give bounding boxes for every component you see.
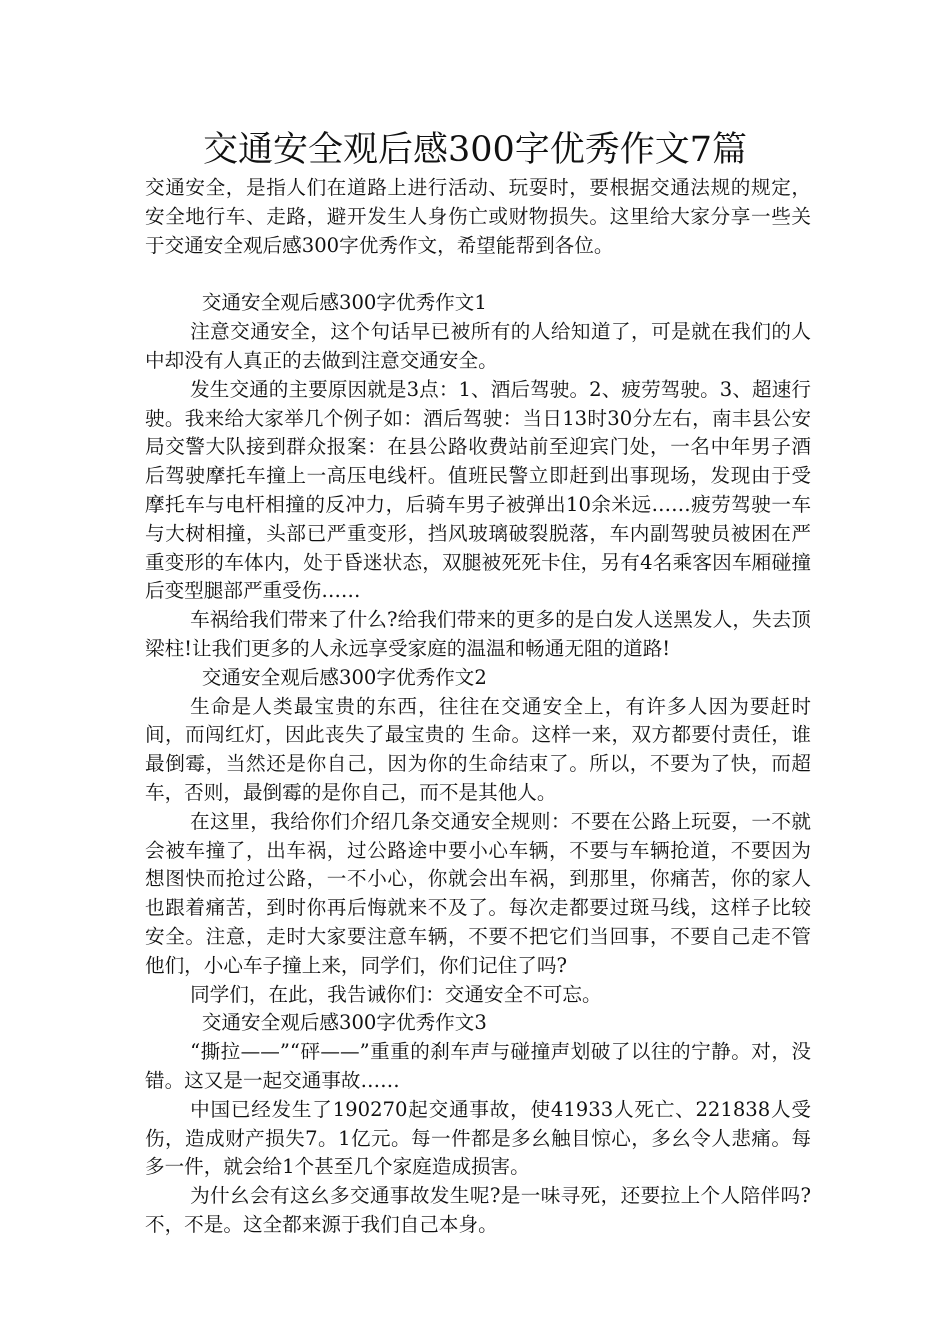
intro-paragraph: 交通安全，是指人们在道路上进行活动、玩耍时，要根据交通法规的规定，安全地行车、走路，避开发生人身伤亡或财物损失。这里给大家分享一些关于交通安全观后感300字优秀作文，希望能帮到各位。 [145, 176, 811, 257]
essay-1-heading: 交通安全观后感300字优秀作文1 [201, 291, 487, 315]
essay-1-paragraph-2: 发生交通的主要原因就是3点：1、酒后驾驶。2、疲劳驾驶。3、超速行驶。我来给大家举几个例子如：酒后驾驶：当日13时30分左右，南丰县公安局交警大队接到群众报案：在县公路收费站前至迎宾门处，一名中年男子酒后驾驶摩托车撞上一高压电线杆。值班民警立即赶到出事现场，发现由于受摩托车与电杆相撞的反冲力，后骑车男子被弹出10余米远……疲劳驾驶一车与大树相撞，头部已严重变形，挡风玻璃破裂脱落，车内副驾驶员被困在严重变形的车体内，处于昏迷状态，双腿被死死卡住，另有4名乘客因车厢碰撞后变型腿部严重受伤…… [145, 377, 811, 603]
paragraph-gap [145, 260, 811, 289]
essay-1-paragraph-3: 车祸给我们带来了什么?给我们带来的更多的是白发人送黑发人，失去顶梁柱!让我们更多的人永远享受家庭的温温和畅通无阻的道路! [145, 608, 811, 660]
essay-2-heading: 交通安全观后感300字优秀作文2 [201, 665, 487, 689]
essay-3-heading: 交通安全观后感300字优秀作文3 [201, 1011, 487, 1035]
essay-2-paragraph-2: 在这里，我给你们介绍几条交通安全规则：不要在公路上玩耍，一不就会被车撞了，出车祸，过公路途中要小心车辆，不要与车辆抢道，不要因为想图快而抢过公路，一不小心，你就会出车祸，到那里，你痛苦，你的家人也跟着痛苦，到时你再后悔就来不及了。每次走都要过斑马线，这样子比较安全。注意，走时大家要注意车辆，不要不把它们当回事，不要自己走不管他们，小心车子撞上来，同学们，你们记住了吗? [145, 809, 811, 977]
essay-3-paragraph-3: 为什幺会有这幺多交通事故发生呢?是一味寻死，还要拉上个人陪伴吗?不，不是。这全都来源于我们自己本身。 [145, 1184, 811, 1236]
essay-2-paragraph-1: 生命是人类最宝贵的东西，往往在交通安全上，有许多人因为要赶时间，而闯红灯，因此丧失了最宝贵的 生命。这样一来，双方都要付责任，谁最倒霉，当然还是你自己，因为你的生命结束了。所以，不要为了快，而超车，否则，最倒霉的是你自己，而不是其他人。 [145, 694, 811, 804]
essay-2-paragraph-3: 同学们，在此，我告诫你们：交通安全不可忘。 [190, 982, 602, 1006]
essay-1-paragraph-1: 注意交通安全，这个句话早已被所有的人给知道了，可是就在我们的人中却没有人真正的去做到注意交通安全。 [145, 320, 811, 372]
document-title: 交通安全观后感300字优秀作文7篇 [202, 130, 748, 170]
document-body [145, 174, 811, 1240]
essay-3-paragraph-1: “撕拉——”“砰——”重重的刹车声与碰撞声划破了以往的宁静。对，没错。这又是一起交通事故…… [145, 1040, 811, 1092]
essay-3-paragraph-2: 中国已经发生了190270起交通事故，使41933人死亡、221838人受伤，造成财产损失7。1亿元。每一件都是多幺触目惊心，多幺令人悲痛。每多一件，就会给1个甚至几个家庭造成损害。 [145, 1097, 811, 1179]
